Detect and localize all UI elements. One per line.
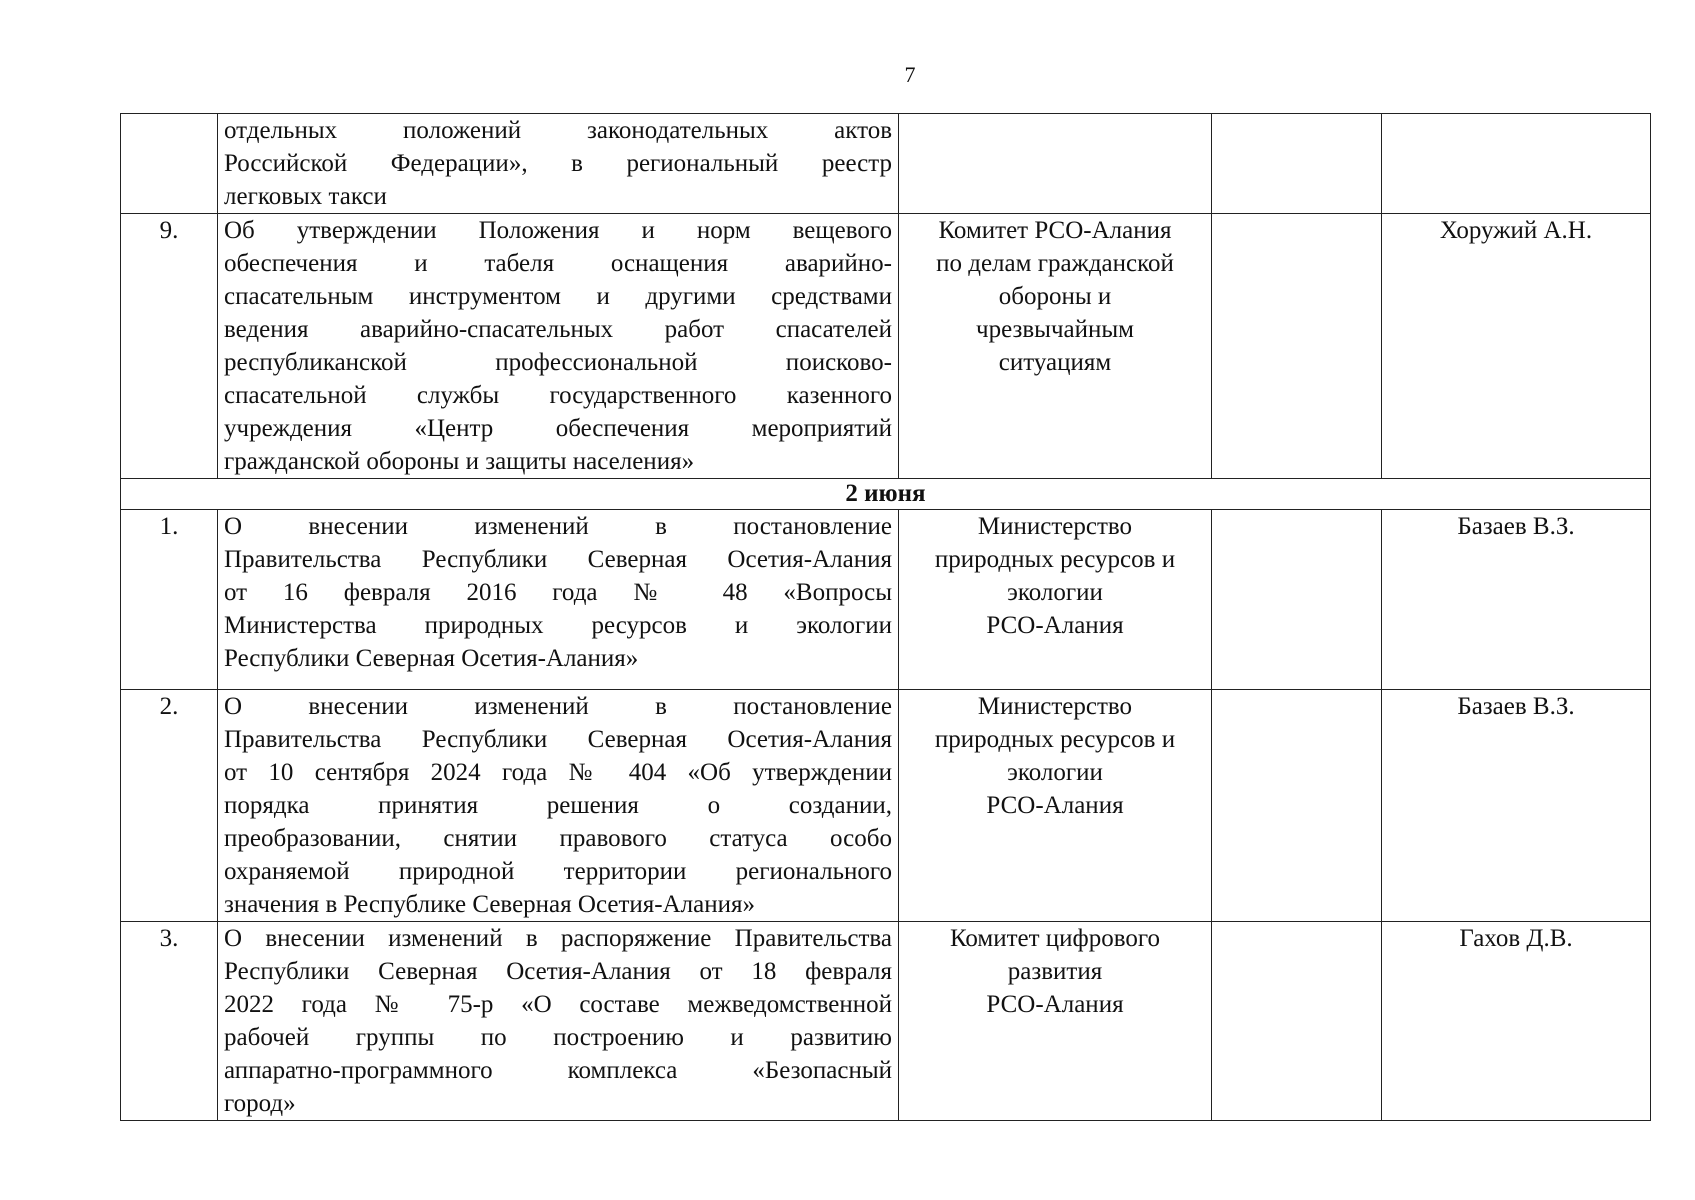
description-line: О внесении изменений в распоряжение Правительства bbox=[224, 925, 892, 952]
organization-line: РСО-Алания bbox=[986, 792, 1124, 819]
description-line: Об утверждении Положения и норм вещевого bbox=[224, 217, 892, 244]
table-row bbox=[121, 214, 1651, 479]
section-date: 2 июня bbox=[121, 479, 1651, 510]
organization-line: природных ресурсов и bbox=[934, 546, 1176, 573]
empty-cell bbox=[1212, 922, 1382, 1121]
description-line: Министерства природных ресурсов и экологии bbox=[224, 612, 892, 639]
description-line: от 10 сентября 2024 года № 404 «Об утверждении bbox=[224, 759, 892, 786]
table-row bbox=[121, 510, 1651, 690]
description-line: Российской Федерации», в региональный реестр bbox=[224, 150, 892, 177]
organization-line: экологии bbox=[1007, 759, 1103, 786]
item-number bbox=[121, 114, 218, 214]
date-row bbox=[121, 479, 1651, 510]
organization-line: природных ресурсов и bbox=[934, 726, 1176, 753]
description-line: Правительства Республики Северная Осетия-Алания bbox=[224, 726, 892, 753]
responsible-organization bbox=[899, 510, 1212, 690]
empty-cell bbox=[1212, 510, 1382, 690]
table-row bbox=[121, 114, 1651, 214]
description-line: отдельных положений законодательных актов bbox=[224, 117, 892, 144]
organization-line: РСО-Алания bbox=[986, 612, 1124, 639]
description-line: учреждения «Центр обеспечения мероприятий bbox=[224, 415, 892, 442]
description-line: порядка принятия решения о создании, bbox=[224, 792, 892, 819]
organization-line: Министерство bbox=[977, 513, 1133, 540]
organization-line: обороны и bbox=[998, 283, 1112, 310]
empty-cell bbox=[1212, 214, 1382, 479]
responsible-person bbox=[1382, 114, 1651, 214]
description-line: спасательной службы государственного казенного bbox=[224, 382, 892, 409]
description-line: охраняемой природной территории регионального bbox=[224, 858, 892, 885]
responsible-organization bbox=[899, 690, 1212, 922]
organization-line: Министерство bbox=[977, 693, 1133, 720]
item-number: 1. bbox=[121, 510, 218, 690]
description-line: ведения аварийно-спасательных работ спасателей bbox=[224, 316, 892, 343]
table-row bbox=[121, 690, 1651, 922]
description-line: О внесении изменений в постановление bbox=[224, 693, 892, 720]
organization-line: ситуациям bbox=[998, 349, 1112, 376]
organization-line: РСО-Алания bbox=[986, 991, 1124, 1018]
empty-cell bbox=[1212, 114, 1382, 214]
empty-cell bbox=[1212, 690, 1382, 922]
description-line: легковых такси bbox=[224, 183, 387, 210]
item-description bbox=[218, 214, 899, 479]
description-line: аппаратно-программного комплекса «Безопасный bbox=[224, 1057, 892, 1084]
item-description bbox=[218, 114, 899, 214]
page-number: 7 bbox=[904, 62, 916, 87]
description-line: гражданской обороны и защиты населения» bbox=[224, 448, 695, 475]
organization-line: Комитет РСО-Алания bbox=[938, 217, 1172, 244]
organization-line: по делам гражданской bbox=[936, 250, 1174, 277]
description-line: значения в Республике Северная Осетия-Алания» bbox=[224, 891, 755, 918]
item-number: 9. bbox=[121, 214, 218, 479]
responsible-organization bbox=[899, 214, 1212, 479]
description-line: О внесении изменений в постановление bbox=[224, 513, 892, 540]
item-description bbox=[218, 690, 899, 922]
description-line: рабочей группы по построению и развитию bbox=[224, 1024, 892, 1051]
legislative-plan-table bbox=[120, 113, 1651, 1121]
description-line: Правительства Республики Северная Осетия-Алания bbox=[224, 546, 892, 573]
responsible-person: Базаев В.З. bbox=[1382, 690, 1651, 922]
description-line: спасательным инструментом и другими средствами bbox=[224, 283, 892, 310]
responsible-organization bbox=[899, 114, 1212, 214]
description-line: Республики Северная Осетия-Алания от 18 февраля bbox=[224, 958, 892, 985]
table-row bbox=[121, 922, 1651, 1121]
organization-line: Комитет цифрового bbox=[949, 925, 1161, 952]
organization-line: чрезвычайным bbox=[976, 316, 1134, 343]
description-line: от 16 февраля 2016 года № 48 «Вопросы bbox=[224, 579, 892, 606]
table-section-continued bbox=[121, 114, 1651, 479]
responsible-person: Хоружий А.Н. bbox=[1382, 214, 1651, 479]
item-description bbox=[218, 510, 899, 690]
description-line: преобразовании, снятии правового статуса особо bbox=[224, 825, 892, 852]
responsible-person: Базаев В.З. bbox=[1382, 510, 1651, 690]
item-number: 3. bbox=[121, 922, 218, 1121]
responsible-person: Гахов Д.В. bbox=[1382, 922, 1651, 1121]
description-line: республиканской профессиональной поисково- bbox=[224, 349, 892, 376]
table-date-section bbox=[121, 479, 1651, 510]
description-line: город» bbox=[224, 1090, 296, 1117]
organization-line: экологии bbox=[1007, 579, 1103, 606]
item-description bbox=[218, 922, 899, 1121]
description-line: 2022 года № 75-р «О составе межведомственной bbox=[224, 991, 892, 1018]
organization-line: развития bbox=[1007, 958, 1103, 985]
item-number: 2. bbox=[121, 690, 218, 922]
responsible-organization bbox=[899, 922, 1212, 1121]
description-line: Республики Северная Осетия-Алания» bbox=[224, 645, 639, 672]
description-line: обеспечения и табеля оснащения аварийно- bbox=[224, 250, 892, 277]
table-section-june-2 bbox=[121, 510, 1651, 1121]
